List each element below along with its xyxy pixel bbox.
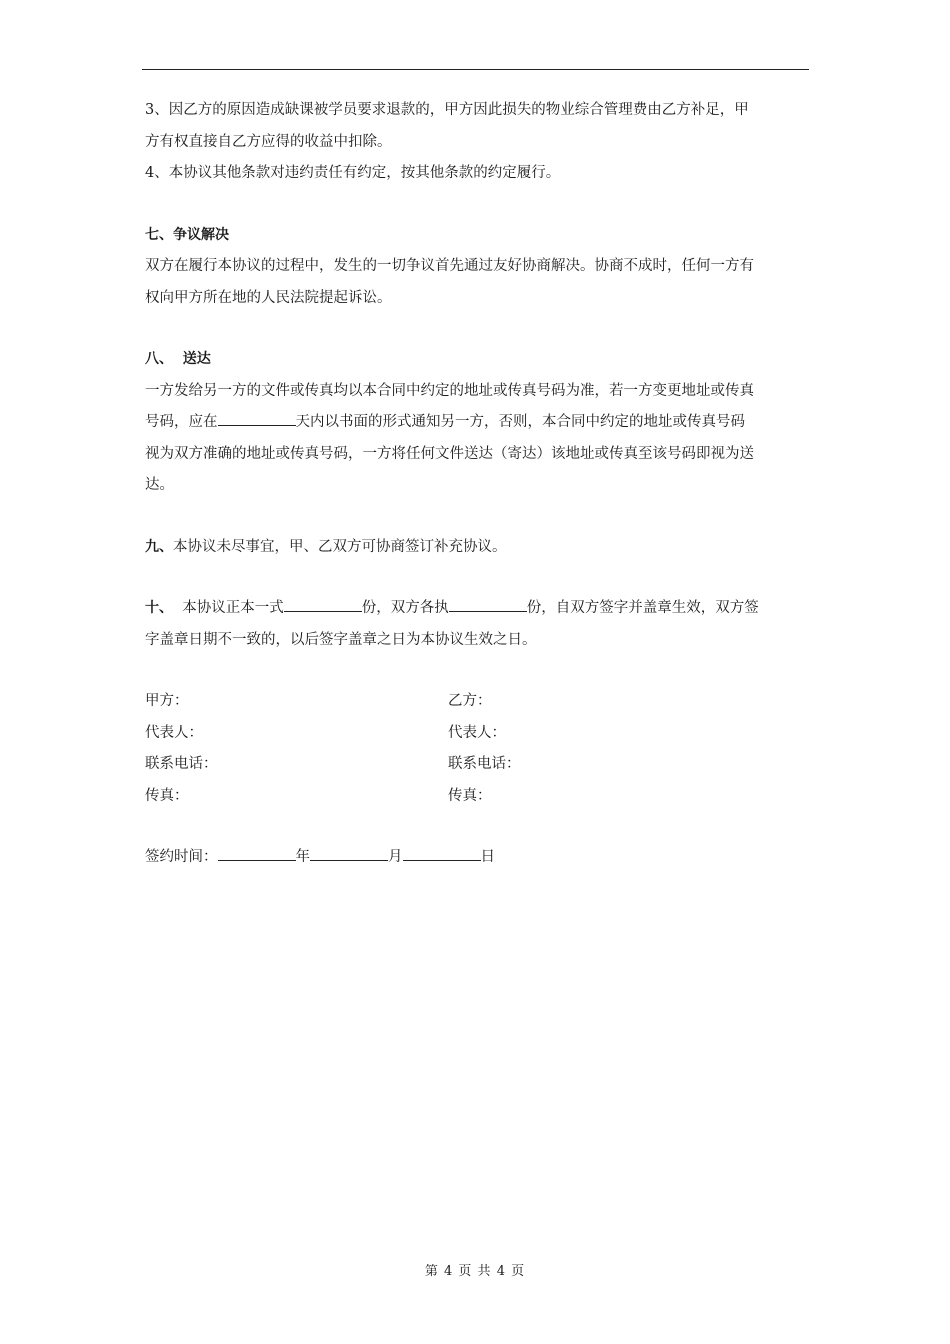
- party-a-representative: 代表人：: [145, 724, 203, 741]
- party-b-representative: 代表人：: [448, 724, 506, 741]
- section-10-line-1: [145, 593, 810, 625]
- section-9: [145, 532, 810, 564]
- section-10-text-b: 份，双方各执: [361, 600, 449, 616]
- days-blank[interactable]: [218, 409, 296, 426]
- clause-6-item-4: 4、本协议其他条款对违约责任有约定，按其他条款的约定履行。: [145, 165, 561, 181]
- party-a-label: 甲方：: [145, 693, 189, 709]
- page-footer: 第 4 页 共 4 页: [424, 1264, 526, 1279]
- section-8-line-2-pre: 号码，应在: [145, 414, 218, 430]
- signature-block: [145, 686, 810, 812]
- sign-date: [145, 842, 810, 874]
- party-a-fax: 传真：: [145, 787, 189, 804]
- section-8-line-1: 一方发给另一方的文件或传真均以本合同中约定的地址或传真号码为准，若一方变更地址或传真: [145, 382, 754, 399]
- party-a-phone: 联系电话：: [145, 756, 218, 772]
- section-10-text-c: 份，自双方签字并盖章生效，双方签: [526, 600, 759, 616]
- month-label: 月: [388, 849, 403, 865]
- section-8-line-2-post: 天内以书面的形式通知另一方，否则，本合同中约定的地址或传真号码: [295, 414, 745, 430]
- year-blank[interactable]: [218, 844, 296, 861]
- section-10-text-a: 本协议正本一式: [173, 600, 284, 616]
- year-label: 年: [295, 849, 310, 865]
- section-7-title: 七、争议解决: [145, 226, 229, 243]
- section-8-line-3: 视为双方准确的地址或传真号码，一方将任何文件送达（寄达）该地址或传真至该号码即视为送: [145, 445, 754, 462]
- section-7-line-1: 双方在履行本协议的过程中，发生的一切争议首先通过友好协商解决。协商不成时，任何一方有: [145, 258, 754, 274]
- party-b-label: 乙方：: [448, 693, 492, 709]
- day-label: 日: [480, 849, 495, 865]
- day-blank[interactable]: [403, 844, 481, 861]
- section-7-line-2: 权向甲方所在地的人民法院提起诉讼。: [145, 289, 392, 306]
- section-8-line-4: 达。: [145, 477, 174, 493]
- section-8-title: 八、 送达: [145, 351, 211, 367]
- clause-6-item-3-line-2: 方有权直接自乙方应得的收益中扣除。: [145, 133, 392, 150]
- party-b-phone: 联系电话：: [448, 756, 521, 772]
- section-8-line-2: [145, 407, 810, 439]
- section-9-text: 本协议未尽事宜，甲、乙双方可协商签订补充协议。: [173, 538, 507, 555]
- section-10-line-2: 字盖章日期不一致的，以后签字盖章之日为本协议生效之日。: [145, 631, 537, 648]
- clause-6-item-3-line-1: 3、因乙方的原因造成缺课被学员要求退款的，甲方因此损失的物业综合管理费由乙方补足，甲: [145, 102, 749, 118]
- header-rule: [142, 69, 809, 70]
- month-blank[interactable]: [310, 844, 388, 861]
- section-9-title: 九、: [145, 538, 173, 555]
- document-body: [145, 95, 810, 874]
- party-b-fax: 传真：: [448, 787, 492, 804]
- each-copies-blank[interactable]: [449, 595, 527, 612]
- copies-blank[interactable]: [284, 595, 362, 612]
- sign-date-label: 签约时间：: [145, 849, 218, 865]
- section-10-title: 十、: [145, 600, 173, 616]
